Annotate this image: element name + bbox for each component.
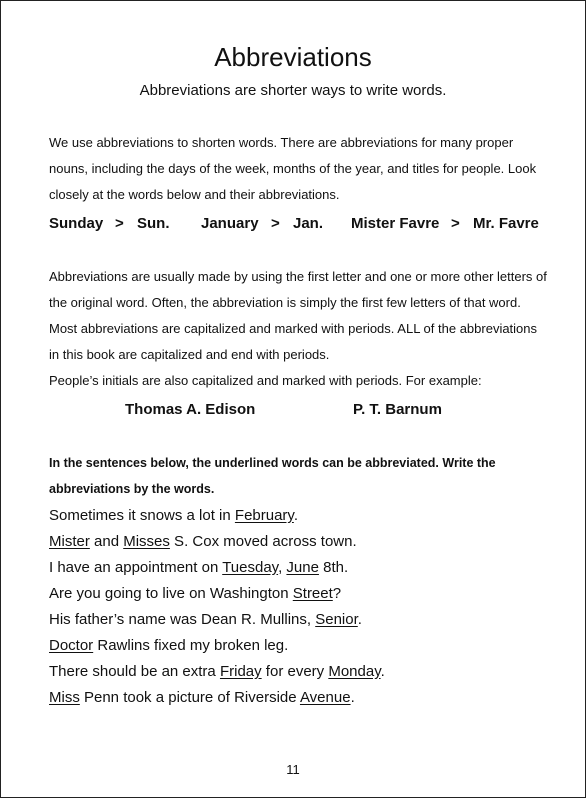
exercise-instructions xyxy=(49,450,549,502)
rules-paragraph xyxy=(49,264,549,394)
sentence-text: , xyxy=(278,559,287,576)
example-arrow: > xyxy=(271,215,280,232)
example-abbr-mr-favre: Mr. Favre xyxy=(473,215,539,232)
rules-line: People’s initials are also capitalized and marked with periods. For example: xyxy=(49,373,482,388)
underlined-word: Street xyxy=(292,585,333,602)
sentence-text: I have an appointment on xyxy=(49,559,223,576)
instructions-line: abbreviations by the words. xyxy=(49,482,215,496)
underlined-word: Avenue xyxy=(299,689,351,706)
sentence-text: . xyxy=(380,663,385,680)
initials-example: Thomas A. Edison xyxy=(125,401,256,418)
sentence-text: and xyxy=(89,533,124,550)
example-word-sunday: Sunday xyxy=(49,215,104,232)
example-arrow: > xyxy=(115,215,124,232)
sentence-text: 8th. xyxy=(318,559,349,576)
intro-line: We use abbreviations to shorten words. There are abbreviations for many proper xyxy=(49,135,514,150)
exercise-sentence xyxy=(49,685,569,711)
underlined-word: Miss xyxy=(49,689,80,706)
rules-line: Abbreviations are usually made by using the first letter and one or more other letters of xyxy=(49,269,547,284)
exercise-sentence xyxy=(49,607,569,633)
example-arrow: > xyxy=(451,215,460,232)
sentence-text: Are you going to live on Washington xyxy=(49,585,293,602)
initials-example: P. T. Barnum xyxy=(353,401,442,418)
underlined-word: Misses xyxy=(123,533,170,550)
example-word-january: January xyxy=(201,215,259,232)
intro-paragraph xyxy=(49,130,549,208)
sentence-text: for every xyxy=(261,663,329,680)
exercise-sentence xyxy=(49,529,569,555)
example-abbr-jan: Jan. xyxy=(293,215,324,232)
exercise-sentence xyxy=(49,581,569,607)
underlined-word: Friday xyxy=(219,663,262,680)
sentence-text: His father’s name was Dean R. Mullins, xyxy=(49,611,316,628)
rules-line: in this book are capitalized and end with periods. xyxy=(49,347,330,362)
exercise-sentence xyxy=(49,659,569,685)
underlined-word: June xyxy=(286,559,319,576)
underlined-word: February xyxy=(234,507,294,524)
sentence-text: Rawlins fixed my broken leg. xyxy=(93,637,289,654)
sentence-text: . xyxy=(350,689,355,706)
page-subtitle: Abbreviations are shorter ways to write words. xyxy=(139,82,447,99)
exercise-sentences xyxy=(49,503,569,711)
sentence-text: ? xyxy=(332,585,342,602)
example-word-mister-favre: Mister Favre xyxy=(351,215,440,232)
sentence-text: . xyxy=(293,507,298,524)
page-title: Abbreviations xyxy=(214,42,372,72)
exercise-sentence xyxy=(49,555,569,581)
page-number: 11 xyxy=(286,762,300,777)
underlined-word: Tuesday xyxy=(222,559,279,576)
sentence-text: S. Cox moved across town. xyxy=(169,533,357,550)
exercise-sentence xyxy=(49,503,569,529)
intro-line: nouns, including the days of the week, months of the year, and titles for people. Look xyxy=(49,161,537,176)
underlined-word: Monday xyxy=(328,663,381,680)
rules-line: Most abbreviations are capitalized and marked with periods. ALL of the abbreviations xyxy=(49,321,538,336)
intro-line: closely at the words below and their abbreviations. xyxy=(49,187,340,202)
sentence-text: . xyxy=(357,611,362,628)
underlined-word: Doctor xyxy=(49,637,94,654)
instructions-line: In the sentences below, the underlined words can be abbreviated. Write the xyxy=(49,456,496,470)
exercise-sentence xyxy=(49,633,569,659)
underlined-word: Mister xyxy=(49,533,90,550)
example-abbr-sun: Sun. xyxy=(137,215,170,232)
sentence-text: There should be an extra xyxy=(49,663,220,680)
sentence-text: Penn took a picture of Riverside xyxy=(79,689,300,706)
rules-line: the original word. Often, the abbreviation is simply the first few letters of that word. xyxy=(49,295,521,310)
sentence-text: Sometimes it snows a lot in xyxy=(49,507,235,524)
underlined-word: Senior xyxy=(315,611,358,628)
